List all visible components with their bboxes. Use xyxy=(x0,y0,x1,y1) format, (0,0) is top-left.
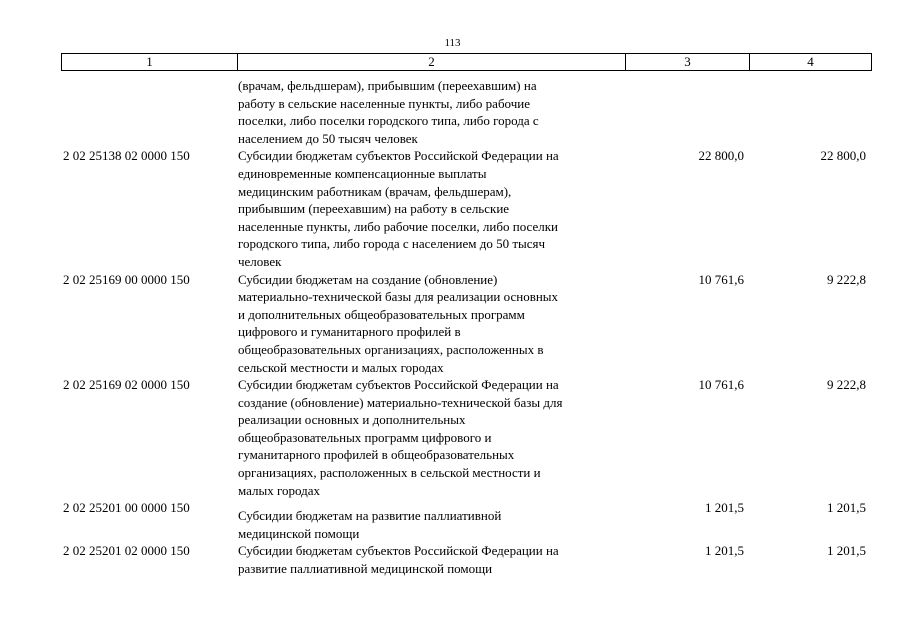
row-value-col4: 22 800,0 xyxy=(820,148,866,164)
row-value-col4: 1 201,5 xyxy=(827,500,866,516)
header-col-4: 4 xyxy=(749,54,871,70)
row-code: 2 02 25201 02 0000 150 xyxy=(63,543,190,559)
description-line: медицинским работникам (врачам, фельдшерам), xyxy=(238,183,512,199)
row-code: 2 02 25201 00 0000 150 xyxy=(63,500,190,516)
description-line: гуманитарного профилей в общеобразовательных xyxy=(238,447,515,463)
description-line: развитие паллиативной медицинской помощи xyxy=(238,561,493,577)
description-line: населением до 50 тысяч человек xyxy=(238,130,418,146)
description-line: материально-технической базы для реализации основных xyxy=(238,289,559,305)
row-value-col4 xyxy=(748,77,872,147)
row-value-col3 xyxy=(624,77,748,147)
row-value-col4: 1 201,5 xyxy=(827,543,866,559)
description-line: единовременные компенсационные выплаты xyxy=(238,165,487,181)
row-description xyxy=(236,271,624,377)
row-description xyxy=(236,77,624,147)
description-line: организациях, расположенных в сельской местности и xyxy=(238,465,541,481)
row-description xyxy=(236,147,624,270)
table-header xyxy=(61,53,872,71)
description-line: работу в сельские населенные пункты, либо рабочие xyxy=(238,95,530,111)
header-col-3: 3 xyxy=(625,54,749,70)
description-line: поселки, либо поселки городского типа, либо города с xyxy=(238,113,539,129)
description-line: (врачам, фельдшерам), прибывшим (переехавшим) на xyxy=(238,78,537,93)
table-body xyxy=(61,77,872,578)
description-line: прибывшим (переехавшим) на работу в сельские xyxy=(238,201,510,217)
row-code: 2 02 25169 02 0000 150 xyxy=(63,377,190,393)
header-col-1: 1 xyxy=(146,54,153,69)
description-line: медицинской помощи xyxy=(238,525,360,541)
description-line: создание (обновление) материально-технической базы для xyxy=(238,394,563,410)
table-row xyxy=(61,271,872,377)
header-col-2: 2 xyxy=(237,54,625,70)
row-code xyxy=(61,77,236,147)
description-line: реализации основных и дополнительных xyxy=(238,412,466,428)
description-line: Субсидии бюджетам субъектов Российской Федерации на xyxy=(238,377,559,393)
row-value-col4: 9 222,8 xyxy=(827,271,866,287)
description-line: малых городах xyxy=(238,482,321,498)
row-value-col3: 1 201,5 xyxy=(705,500,744,516)
row-code: 2 02 25169 00 0000 150 xyxy=(63,271,190,287)
description-line: общеобразовательных программ цифрового и xyxy=(238,429,492,445)
table-row xyxy=(61,77,872,147)
table-row xyxy=(61,542,872,577)
page-number: 113 xyxy=(444,37,461,49)
description-line: и дополнительных общеобразовательных программ xyxy=(238,306,525,322)
row-value-col3: 10 761,6 xyxy=(698,377,744,393)
description-line: Субсидии бюджетам на создание (обновление) xyxy=(238,271,498,287)
description-line: Субсидии бюджетам субъектов Российской Федерации на xyxy=(238,148,559,164)
row-description xyxy=(236,507,624,542)
row-description xyxy=(236,542,624,577)
description-line: человек xyxy=(238,253,282,269)
description-line: населенные пункты, либо рабочие поселки, либо поселки xyxy=(238,218,558,234)
description-line: Субсидии бюджетам субъектов Российской Федерации на xyxy=(238,543,559,559)
description-line: городского типа, либо города с населением до 50 тысяч xyxy=(238,236,546,252)
table-row xyxy=(61,147,872,270)
row-value-col3: 10 761,6 xyxy=(698,271,744,287)
description-line: цифрового и гуманитарного профилей в xyxy=(238,324,461,340)
description-line: сельской местности и малых городах xyxy=(238,359,444,375)
row-description xyxy=(236,376,624,499)
row-value-col3: 22 800,0 xyxy=(698,148,744,164)
description-line: общеобразовательных организациях, расположенных в xyxy=(238,341,544,357)
description-line: Субсидии бюджетам на развитие паллиативной xyxy=(238,508,502,524)
row-code: 2 02 25138 02 0000 150 xyxy=(63,148,190,164)
row-value-col3: 1 201,5 xyxy=(705,543,744,559)
table-row xyxy=(61,499,872,542)
row-value-col4: 9 222,8 xyxy=(827,377,866,393)
table-row xyxy=(61,376,872,499)
